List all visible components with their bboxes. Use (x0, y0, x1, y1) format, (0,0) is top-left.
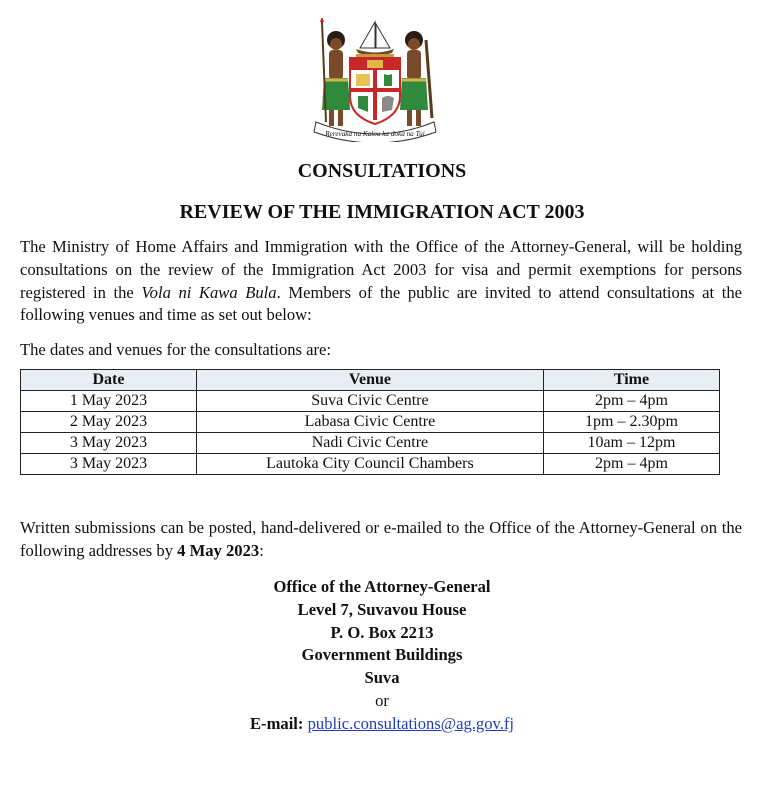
email-line (0, 713, 764, 736)
header-time: Time (543, 370, 719, 391)
intro-text-1: The Ministry of Home Affairs and Immigration with the Office of the Attorney-General, will be holding consultations on the review of the Immigration Act 2003 for visa and permit exemptions for persons registered in the (20, 237, 742, 302)
address-line-3: P. O. Box 2213 (330, 622, 434, 642)
cell-venue: Nadi Civic Centre (196, 433, 543, 454)
address-line-5: Suva (364, 668, 400, 688)
header-venue: Venue (196, 370, 543, 391)
cell-date: 2 May 2023 (21, 412, 197, 433)
email-link[interactable]: public.consultations@ag.gov.fj (307, 713, 514, 733)
page-title: CONSULTATIONS (297, 160, 467, 182)
address-line-2: Level 7, Suvavou House (297, 599, 467, 619)
table-row (21, 391, 720, 412)
venues-table (20, 369, 720, 475)
cell-time: 2pm – 4pm (543, 454, 719, 475)
address-or: or (375, 690, 389, 710)
dates-intro: The dates and venues for the consultations are: (20, 340, 332, 359)
address-line-4: Government Buildings (301, 645, 463, 665)
left-warrior-icon (320, 18, 350, 126)
table-row (21, 433, 720, 454)
canoe-crest-icon (356, 22, 394, 58)
cell-venue: Suva Civic Centre (196, 391, 543, 412)
submissions-deadline: 4 May 2023 (177, 540, 260, 560)
email-label: E-mail: (249, 713, 304, 733)
cell-date: 3 May 2023 (21, 433, 197, 454)
submissions-text: Written submissions can be posted, hand-delivered or e-mailed to the Office of the Attorney-General on the following addresses by (20, 518, 742, 560)
cell-date: 1 May 2023 (21, 391, 197, 412)
table-row (21, 412, 720, 433)
motto-text: Rerevaka na Kalou ka doka na Tui (325, 130, 425, 138)
intro-paragraph (20, 236, 742, 327)
cell-time: 2pm – 4pm (543, 391, 719, 412)
submissions-end: : (259, 540, 264, 560)
coat-of-arms-image (302, 18, 448, 142)
table-header-row (21, 370, 720, 391)
shield-icon (350, 58, 400, 124)
submissions-paragraph (20, 517, 742, 563)
cell-time: 1pm – 2.30pm (543, 412, 719, 433)
address-line-1: Office of the Attorney-General (273, 577, 491, 596)
address-block (0, 576, 764, 736)
cell-venue: Labasa Civic Centre (196, 412, 543, 433)
intro-text-2: . Members of the public are invited to attend consultations at the following venues and time as set out below: (20, 282, 743, 325)
intro-italic: Vola ni Kawa Bula (141, 282, 277, 302)
table-row (21, 454, 720, 475)
page-subtitle: REVIEW OF THE IMMIGRATION ACT 2003 (179, 201, 585, 223)
header-date: Date (21, 370, 197, 391)
cell-date: 3 May 2023 (21, 454, 197, 475)
cell-time: 10am – 12pm (543, 433, 719, 454)
cell-venue: Lautoka City Council Chambers (196, 454, 543, 475)
right-warrior-icon (400, 31, 432, 126)
